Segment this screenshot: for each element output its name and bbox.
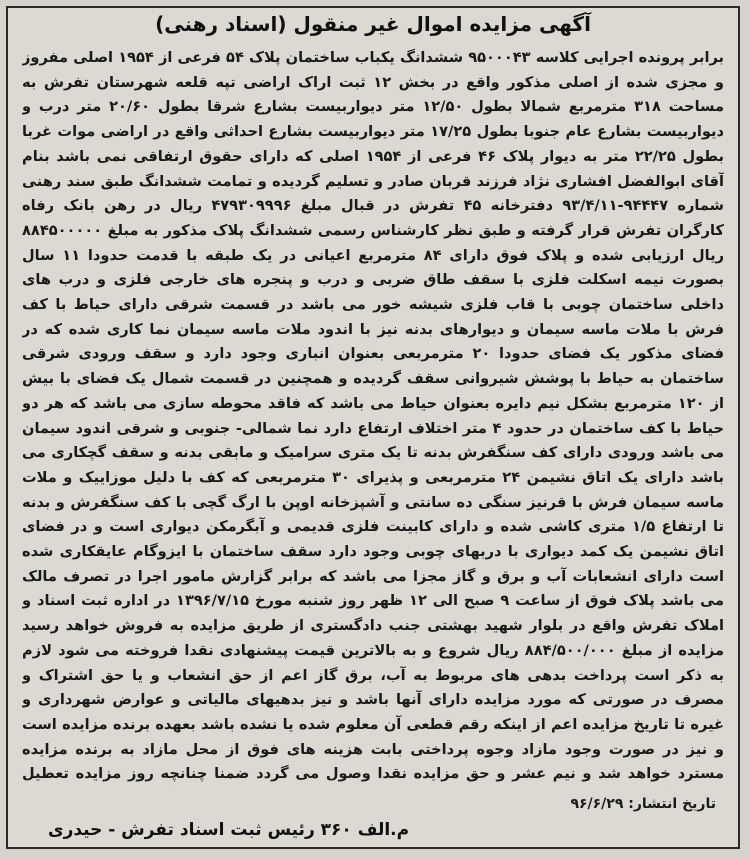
publish-date: تاریخ انتشار: ۹۶/۶/۲۹ xyxy=(570,796,716,812)
signature-line: م.الف ۳۶۰ رئیس ثبت اسناد تفرش - حیدری xyxy=(48,820,410,840)
notice-body: برابر پرونده اجرایی کلاسه ۹۵۰۰۰۴۳ ششدانگ یکباب ساختمان پلاک ۵۴ فرعی از ۱۹۵۴ اصلی مفروز و مجزی شده از اصلی مذکور واقع در بخش ۱۲ ثبت اراک اراضی تپه قلعه شهرستان تفرش به مساحت ۳۱۸ مترمربع شمالا بطول ۱۲/۵۰ متر دیواربیست بشارع شرقا بطول ۲۰/۶۰ متر درب و دیواربیست بشارع عام جنوبا بطول ۱۷/۲۵ متر دیواربیست بشارع احداثی واقع در اراضی موات غربا بطول ۲۲/۲۵ متر به دیوار پلاک ۴۶ فرعی از ۱۹۵۴ اصلی که دارای حقوق ارتفاقی نمی باشد بنام آقای ابوالفضل افشاری نژاد فرزند قربان صادر و تسلیم گردیده و تمامت ششدانگ طبق سند رهنی شماره ۹۴۴۴۷-۹۳/۴/۱۱ دفترخانه ۴۵ تفرش در قبال مبلغ ۴۷۹۳۰۹۹۹۶ ریال در رهن بانک رفاه کارگران تفرش قرار گرفته و طبق نظر کارشناس رسمی ششدانگ پلاک مذکور به مبلغ ۸۸۴۵۰۰۰۰۰ ریال ارزیابی شده و پلاک فوق دارای ۸۴ مترمربع اعیانی در یک طبقه با قدمت حدودا ۱۱ سال بصورت نیمه اسکلت فلزی با سقف طاق ضربی و درب و پنجره های خارجی فلزی و درب های داخلی ساختمان چوبی با قاب فلزی شیشه خور می باشد در قسمت شرقی دارای حیاط با کف فرش با ملات ماسه سیمان و دیوارهای بدنه نیز با اندود ملات ماسه سیمان نما کاری شده که در فضای مذکور یک فضای حدودا ۲۰ مترمربعی بعنوان انباری وجود دارد و سقف ورودی شرقی ساختمان به حیاط با پوشش شیروانی سقف گردیده و همچنین در قسمت شمال یک فضای با بیش از ۱۲۰ مترمربع بشکل نیم دایره بعنوان حیاط می باشد که فاقد محوطه سازی می باشد که هر دو حیاط با کف ساختمان در حدود ۴ متر اختلاف ارتفاع دارد نما شمالی- جنوبی و شرقی اندود سیمان می باشد ورودی دارای کف سنگفرش بدنه تا یک متری سرامیک و مابقی بدنه و سقف گچکاری می باشد دارای یک اتاق نشیمن ۲۴ مترمربعی و پذیرای ۳۰ مترمربعی که کف با دلیل موزاییک و ملات ماسه سیمان فرش با قرنیز سنگی ده سانتی و آشپزخانه اوپن با ارگ گچی با کف سنگفرش و بدنه تا ارتفاع ۱/۵ متری کاشی شده و دارای کابینت فلزی قدیمی و آبگرمکن دیواری است و در فضای اتاق نشیمن یک کمد دیواری با دربهای چوبی وجود دارد سقف ساختمان با ایزوگام عایقکاری شده است دارای انشعابات آب و برق و گاز مجزا می باشد که برابر گزارش مامور اجرا در تصرف مالک می باشد پلاک فوق از ساعت ۹ صبح الی ۱۲ ظهر روز شنبه مورخ ۱۳۹۶/۷/۱۵ در اداره ثبت اسناد و املاک تفرش واقع در بلوار شهید بهشتی جنب دادگستری از طریق مزایده به فروش خواهد رسید مزایده از مبلغ ۸۸۴/۵۰۰/۰۰۰ ریال شروع و به بالاترین قیمت پیشنهادی نقدا فروخته می شود لازم به ذکر است پرداخت بدهی های مربوط به آب، برق گاز اعم از حق انشعاب و یا حق اشتراک و مصرف در صورتی که مورد مزایده دارای آنها باشد و نیز بدهیهای مالیاتی و عوارض شهرداری و غیره تا تاریخ مزایده اعم از اینکه رقم قطعی آن معلوم شده یا نشده باشد بعهده برنده مزایده است و نیز در صورت وجود مازاد وجوه پرداختی بابت هزینه های فوق از محل مازاد به برنده مزایده مسترد خواهد شد و نیم عشر و حق مزایده نقدا وصول می گردد ضمنا چنانچه روز مزایده تعطیل xyxy=(22,49,724,783)
notice-frame xyxy=(6,6,740,849)
notice-title: آگهی مزایده اموال غیر منقول (اسناد رهنی) xyxy=(155,12,591,36)
